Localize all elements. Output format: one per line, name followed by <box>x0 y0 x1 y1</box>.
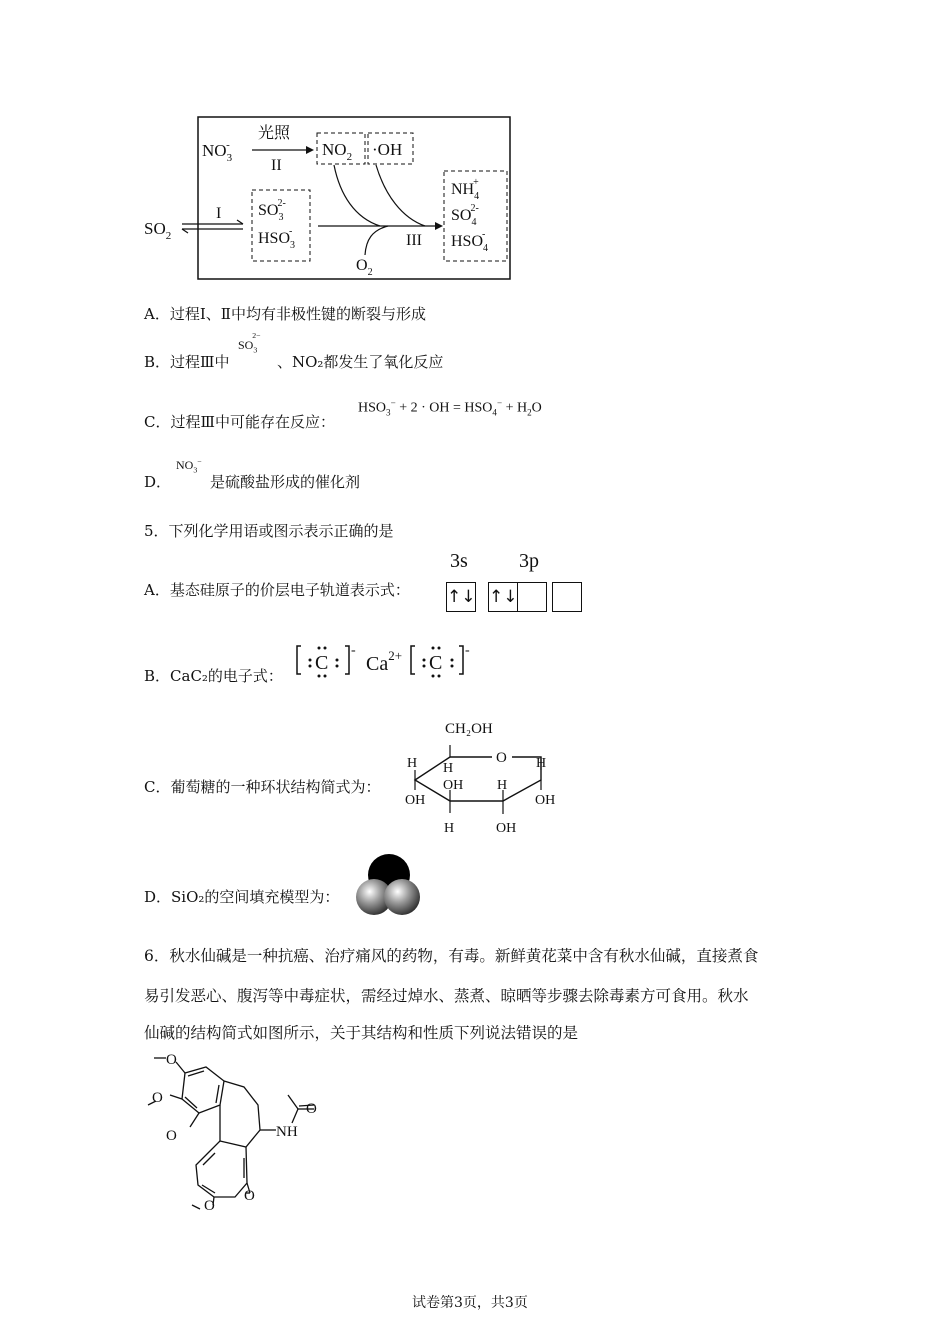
oh-c4: OH <box>405 793 426 808</box>
oh-c3: OH <box>443 778 464 793</box>
orbital-label-3p: 3p <box>519 550 539 572</box>
calcium-ion: $Ca^{2+}$ <box>366 648 403 675</box>
light-label: 光照 <box>258 125 291 142</box>
step1-label: I <box>216 205 222 222</box>
ring-oxygen: O <box>496 750 507 766</box>
orbital-box-3p-2 <box>517 582 547 612</box>
oh-label: ·OH <box>372 140 403 159</box>
q5-option-b: B．CaC₂的电子式： <box>144 667 283 685</box>
h-c2: H <box>497 778 508 793</box>
glucose-ring-structure <box>400 715 570 840</box>
q4-option-b <box>144 351 230 372</box>
step2-label: II <box>271 157 282 174</box>
q5-option-c: C．葡萄糖的一种环状结构简式为： <box>144 778 381 796</box>
q5-option-d: D．SiO₂的空间填充模型为： <box>144 888 340 906</box>
q4-option-b-formula: $SO_3^{2-}$ <box>238 331 261 355</box>
o-atom-carbonyl: O <box>306 1101 317 1117</box>
no3-label: $NO_3-$ <box>202 139 233 164</box>
reaction-diagram <box>140 110 520 285</box>
so4-label: $SO_42-$ <box>451 203 479 228</box>
hso4-label: $HSO_4-$ <box>451 229 489 254</box>
h-c5: H <box>443 761 454 776</box>
nh-group: NH <box>276 1124 298 1140</box>
colchicine-structure <box>140 1045 330 1215</box>
o-atom-3: O <box>166 1128 177 1144</box>
h-c4: H <box>407 756 418 771</box>
svg-text:-: - <box>465 643 470 658</box>
orbital-box-3p-3 <box>552 582 582 612</box>
carbon-left: C <box>315 652 329 674</box>
q6-line3: 仙碱的结构简式如图所示，关于其结构和性质下列说法错误的是 <box>144 1024 579 1042</box>
step3-label: III <box>406 232 422 249</box>
so2-label: $SO_2$ <box>144 219 172 242</box>
no2-label: $NO_2$ <box>322 140 353 163</box>
q4-option-a: A．过程Ⅰ、Ⅱ中均有非极性键的断裂与形成 <box>144 305 426 323</box>
hso3-label: $HSO_3-$ <box>258 226 296 251</box>
h-c3: H <box>444 821 455 836</box>
page-footer: 试卷第3页，共3页 <box>412 1295 528 1311</box>
so3-label: $SO_32-$ <box>258 198 286 223</box>
q4-option-b-suffix: 、NO₂都发生了氧化反应 <box>277 353 444 371</box>
cac2-electron-formula <box>293 640 483 680</box>
q4-option-d-formula: $NO_3^-$ <box>176 457 202 475</box>
h-c1: H <box>536 756 547 771</box>
q4-option-d-letter: D． <box>144 473 172 491</box>
q6-line2: 易引发恶心、腹泻等中毒症状，需经过焯水、蒸煮、晾晒等步骤去除毒素方可食用。秋水 <box>144 987 749 1005</box>
orbital-box-3s: ↑↓ <box>446 582 476 612</box>
o-atom-4: O <box>204 1198 215 1214</box>
o2-label: $O_2$ <box>356 257 373 278</box>
q4-option-d-suffix: 是硫酸盐形成的催化剂 <box>210 473 361 491</box>
q4-option-c-equation: $HSO_3^- + 2$ · OH = $HSO_4^- + H_2O$ <box>358 398 542 418</box>
nh4-label: $NH_4+$ <box>451 177 480 202</box>
orbital-label-3s: 3s <box>450 550 468 572</box>
q6-line1: 6．秋水仙碱是一种抗癌、治疗痛风的药物，有毒。新鲜黄花菜中含有秋水仙碱，直接煮食 <box>144 947 759 965</box>
o-atom-1: O <box>166 1052 177 1068</box>
o-atom-2: O <box>152 1090 163 1106</box>
oh-c1: OH <box>535 793 556 808</box>
q4-option-b-prefix: B．过程Ⅲ中 <box>144 353 230 371</box>
q4-option-c-prefix: C．过程Ⅲ中可能存在反应： <box>144 413 335 431</box>
q5-option-a: A．基态硅原子的价层电子轨道表示式： <box>144 581 410 599</box>
sio2-space-filling-model <box>352 852 432 918</box>
o-atom-ketone: O <box>244 1188 255 1204</box>
svg-text:-: - <box>351 643 356 658</box>
ch2oh-group: CH₂OH <box>445 721 493 737</box>
q5-stem: 5．下列化学用语或图示表示正确的是 <box>144 522 394 540</box>
carbon-right: C <box>429 652 443 674</box>
orbital-box-3p-1: ↑↓ <box>488 582 518 612</box>
oh-c2: OH <box>496 821 517 836</box>
